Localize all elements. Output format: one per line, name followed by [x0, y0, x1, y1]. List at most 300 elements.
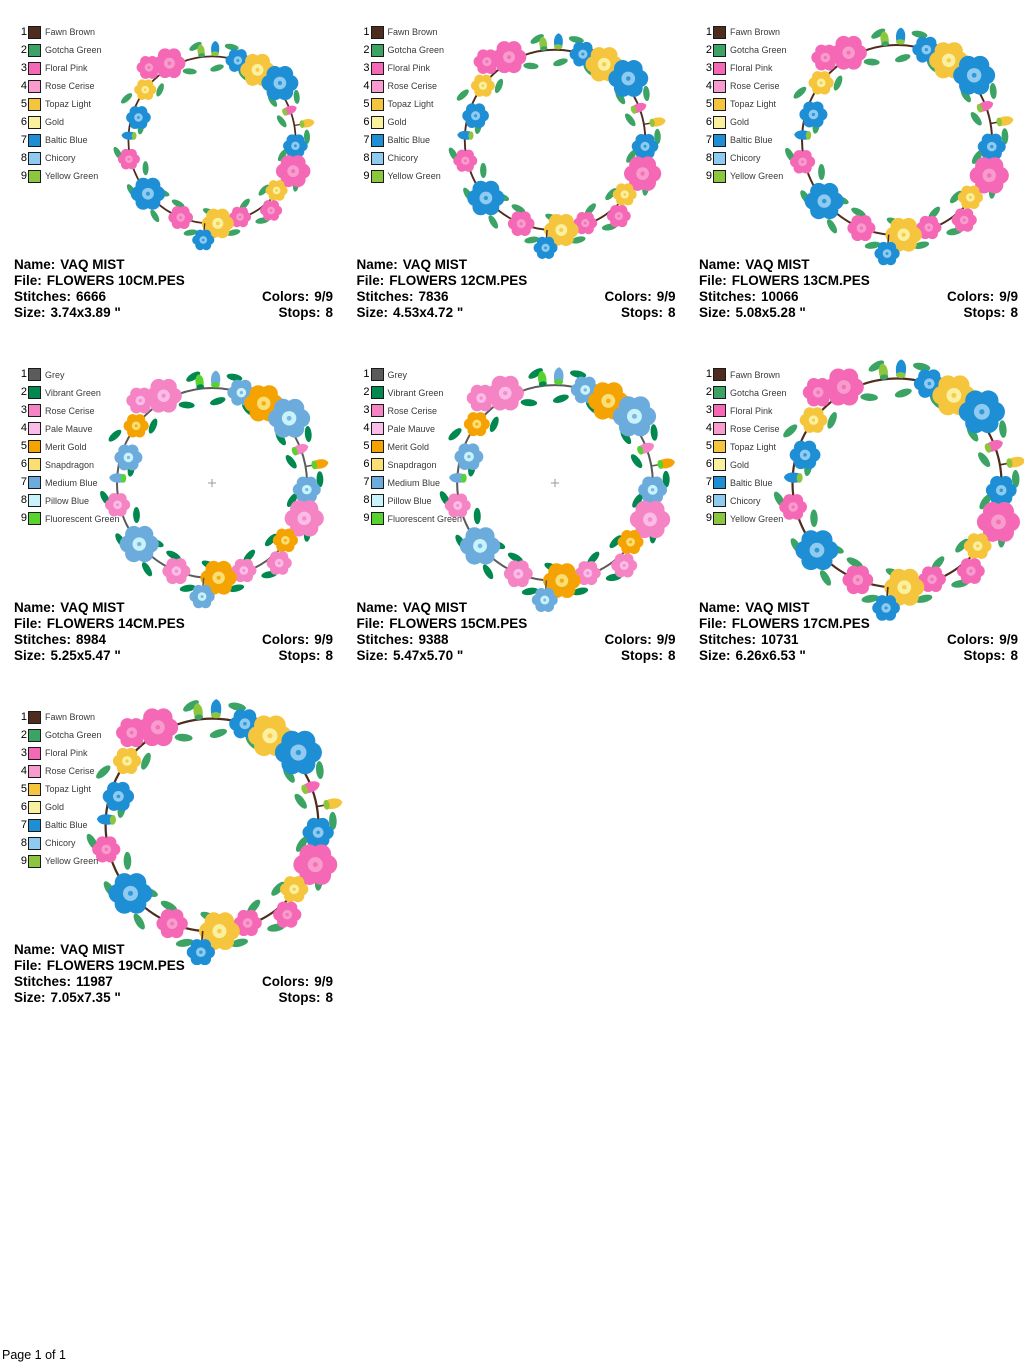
legend-color-swatch — [713, 62, 726, 75]
name-label: Name: — [356, 257, 398, 272]
legend-color-name: Vibrant Green — [45, 387, 101, 398]
legend-number: 7 — [20, 818, 27, 831]
legend-color-name: Fawn Brown — [45, 27, 96, 37]
legend-color-swatch — [371, 134, 384, 147]
stops-group — [278, 648, 333, 664]
legend-number: 2 — [363, 386, 370, 398]
stops-label: Stops: — [963, 305, 1006, 320]
file-label: File: — [14, 273, 42, 288]
legend-number: 6 — [363, 115, 370, 128]
legend-color-swatch — [713, 170, 726, 183]
legend-color-swatch — [371, 170, 384, 183]
stitches-label: Stitches: — [14, 631, 72, 647]
legend-color-name: Gold — [730, 117, 750, 127]
stops-group — [963, 648, 1018, 664]
colors-value: 9/9 — [314, 631, 333, 647]
design-name-value: VAQ MIST — [402, 599, 468, 615]
file-label: File: — [699, 615, 727, 631]
legend-color-swatch — [28, 386, 41, 399]
legend-item — [357, 167, 445, 185]
legend-item — [14, 23, 102, 41]
name-label: Name: — [14, 599, 56, 615]
stitches-colors-line — [14, 632, 333, 648]
legend-color-swatch — [713, 152, 726, 165]
stops-value: 8 — [325, 647, 333, 663]
thread-color-legend — [14, 366, 120, 528]
legend-item — [699, 149, 787, 167]
stitches-label: Stitches: — [14, 289, 72, 304]
design-name-value: VAQ MIST — [745, 599, 810, 615]
legend-item — [14, 798, 102, 816]
stitches-group — [357, 632, 449, 648]
name-label: Name: — [14, 257, 56, 272]
legend-item — [357, 95, 445, 113]
legend-number: 5 — [20, 782, 27, 795]
size-group — [357, 305, 464, 321]
legend-item — [14, 95, 102, 113]
legend-color-swatch — [28, 116, 41, 129]
thread-color-legend — [357, 23, 445, 185]
colors-value: 9/9 — [656, 631, 676, 647]
colors-group — [947, 632, 1018, 648]
legend-item — [357, 456, 463, 474]
legend-item — [357, 149, 445, 167]
legend-color-swatch — [28, 494, 41, 507]
legend-number: 8 — [363, 494, 370, 506]
design-card — [10, 363, 353, 706]
legend-color-swatch — [713, 116, 726, 129]
legend-item — [357, 131, 445, 149]
legend-number: 9 — [20, 512, 27, 524]
legend-color-name: Chicory — [45, 153, 76, 163]
legend-number: 9 — [363, 512, 370, 524]
legend-number: 3 — [20, 746, 27, 759]
colors-label: Colors: — [261, 289, 310, 304]
legend-color-name: Chicory — [730, 495, 761, 506]
legend-color-name: Pale Mauve — [45, 423, 93, 434]
legend-color-name: Fawn Brown — [45, 712, 96, 722]
legend-color-name: Baltic Blue — [45, 820, 88, 830]
legend-color-swatch — [28, 819, 41, 832]
flower-wreath-image — [757, 0, 1024, 280]
legend-item — [699, 366, 787, 384]
legend-color-name: Yellow Green — [45, 856, 99, 866]
design-name-value: VAQ MIST — [745, 257, 810, 272]
legend-color-swatch — [371, 494, 384, 507]
legend-color-name: Floral Pink — [45, 63, 88, 73]
legend-item — [357, 59, 445, 77]
size-value: 7.05x7.35 " — [50, 990, 121, 1005]
name-label: Name: — [14, 942, 56, 957]
legend-color-swatch — [28, 458, 41, 471]
legend-color-name: Fawn Brown — [387, 27, 438, 37]
legend-color-swatch — [371, 80, 384, 93]
legend-color-swatch — [713, 134, 726, 147]
legend-number: 8 — [20, 151, 27, 164]
legend-color-swatch — [713, 80, 726, 93]
size-value: 5.25x5.47 " — [50, 647, 121, 663]
legend-color-name: Snapdragon — [387, 459, 437, 470]
legend-color-swatch — [713, 368, 726, 381]
size-group — [14, 305, 121, 321]
stops-value: 8 — [667, 647, 676, 663]
legend-color-swatch — [28, 98, 41, 111]
legend-item — [14, 366, 120, 384]
legend-number: 3 — [363, 61, 370, 74]
colors-value: 9/9 — [314, 974, 333, 989]
legend-color-swatch — [713, 422, 726, 435]
legend-item — [357, 113, 445, 131]
legend-item — [357, 41, 445, 59]
legend-number: 8 — [20, 494, 27, 506]
design-grid — [10, 20, 1024, 1048]
file-label: File: — [356, 615, 385, 631]
legend-number: 8 — [705, 151, 712, 164]
legend-color-swatch — [713, 440, 726, 453]
legend-number: 2 — [20, 386, 27, 398]
legend-color-name: Pillow Blue — [387, 495, 432, 506]
stitches-colors-line — [357, 632, 676, 648]
legend-number: 3 — [705, 404, 712, 416]
legend-item — [357, 474, 463, 492]
size-group — [14, 990, 121, 1006]
legend-color-swatch — [28, 512, 41, 525]
flower-wreath-image — [415, 0, 695, 280]
legend-number: 3 — [705, 61, 712, 74]
legend-color-name: Baltic Blue — [730, 135, 773, 145]
legend-item — [14, 59, 102, 77]
colors-label: Colors: — [261, 974, 310, 989]
legend-color-name: Floral Pink — [730, 63, 773, 73]
legend-color-swatch — [28, 134, 41, 147]
legend-number: 1 — [363, 368, 370, 380]
legend-color-name: Rose Cerise — [730, 81, 780, 91]
design-file-value: FLOWERS 19CM.PES — [46, 958, 185, 973]
legend-number: 4 — [20, 764, 27, 777]
stitches-value: 10731 — [761, 631, 799, 647]
legend-item — [699, 510, 787, 528]
legend-number: 1 — [20, 710, 27, 723]
stitches-label: Stitches: — [356, 631, 414, 647]
legend-number: 9 — [705, 169, 712, 182]
size-group — [14, 648, 121, 664]
design-file-value: FLOWERS 17CM.PES — [731, 615, 870, 631]
legend-number: 4 — [20, 79, 27, 92]
legend-color-name: Rose Cerise — [387, 405, 438, 416]
legend-color-swatch — [713, 476, 726, 489]
legend-color-name: Topaz Light — [730, 99, 777, 109]
legend-color-name: Gold — [45, 117, 65, 127]
legend-number: 5 — [363, 97, 370, 110]
design-card — [695, 20, 1024, 363]
legend-item — [14, 474, 120, 492]
legend-item — [14, 167, 102, 185]
legend-number: 6 — [705, 115, 712, 128]
legend-color-name: Rose Cerise — [45, 766, 95, 776]
thread-color-legend — [14, 708, 102, 870]
legend-color-swatch — [28, 44, 41, 57]
legend-number: 3 — [20, 404, 27, 416]
legend-number: 6 — [705, 458, 712, 470]
legend-color-swatch — [371, 98, 384, 111]
file-label: File: — [14, 958, 42, 973]
legend-color-name: Gotcha Green — [387, 45, 445, 55]
legend-item — [14, 816, 102, 834]
legend-item — [357, 402, 463, 420]
stitches-value: 11987 — [76, 974, 113, 989]
legend-color-swatch — [28, 152, 41, 165]
legend-color-swatch — [713, 494, 726, 507]
legend-item — [14, 852, 102, 870]
size-label: Size: — [699, 647, 731, 663]
size-group — [699, 648, 806, 664]
legend-item — [357, 420, 463, 438]
legend-item — [14, 834, 102, 852]
legend-color-name: Gotcha Green — [730, 387, 787, 398]
size-value: 3.74x3.89 " — [50, 305, 121, 320]
stops-label: Stops: — [278, 305, 321, 320]
legend-number: 4 — [363, 79, 370, 92]
legend-color-swatch — [28, 80, 41, 93]
stops-group — [621, 648, 676, 664]
stitches-label: Stitches: — [699, 631, 757, 647]
stitches-group — [14, 632, 106, 648]
legend-color-swatch — [371, 404, 384, 417]
colors-label: Colors: — [604, 631, 652, 647]
stops-label: Stops: — [278, 990, 321, 1005]
design-name-value: VAQ MIST — [60, 599, 125, 615]
stitches-label: Stitches: — [699, 289, 757, 304]
legend-color-name: Topaz Light — [45, 784, 92, 794]
name-label: Name: — [356, 599, 398, 615]
design-file-value: FLOWERS 13CM.PES — [731, 273, 870, 288]
legend-number: 2 — [20, 43, 27, 56]
legend-item — [14, 113, 102, 131]
legend-color-name: Pillow Blue — [45, 495, 90, 506]
legend-color-swatch — [28, 729, 41, 742]
legend-item — [14, 780, 102, 798]
stitches-group — [699, 289, 799, 305]
legend-color-swatch — [28, 404, 41, 417]
page-indicator: Page 1 of 1 — [2, 1348, 66, 1362]
design-file-value: FLOWERS 10CM.PES — [46, 273, 185, 288]
stitches-value: 10066 — [761, 289, 799, 304]
legend-number: 9 — [20, 169, 27, 182]
legend-item — [357, 23, 445, 41]
design-name-value: VAQ MIST — [60, 257, 125, 272]
legend-number: 7 — [20, 133, 27, 146]
stops-value: 8 — [1010, 305, 1018, 320]
legend-color-name: Rose Cerise — [45, 405, 95, 416]
legend-number: 3 — [363, 404, 370, 416]
size-label: Size: — [14, 990, 46, 1005]
legend-item — [699, 113, 787, 131]
legend-item — [699, 131, 787, 149]
legend-color-swatch — [28, 62, 41, 75]
legend-color-name: Baltic Blue — [45, 135, 88, 145]
thread-color-legend — [14, 23, 102, 185]
thread-color-legend — [357, 366, 463, 528]
design-card — [10, 20, 353, 363]
legend-number: 2 — [20, 728, 27, 741]
legend-color-name: Baltic Blue — [730, 477, 773, 488]
legend-color-name: Medium Blue — [387, 477, 441, 488]
thread-color-legend — [699, 23, 787, 185]
legend-color-swatch — [28, 783, 41, 796]
legend-color-name: Rose Cerise — [730, 423, 780, 434]
legend-color-name: Floral Pink — [45, 748, 88, 758]
legend-color-name: Topaz Light — [45, 99, 92, 109]
legend-color-swatch — [28, 747, 41, 760]
flower-wreath-image — [72, 685, 352, 965]
legend-item — [699, 402, 787, 420]
stitches-value: 9388 — [418, 631, 449, 647]
legend-item — [699, 456, 787, 474]
size-stops-line — [357, 648, 676, 664]
stitches-colors-line — [14, 974, 333, 990]
legend-item — [699, 384, 787, 402]
legend-color-name: Rose Cerise — [387, 81, 438, 91]
legend-item — [699, 420, 787, 438]
legend-color-swatch — [713, 26, 726, 39]
legend-color-swatch — [28, 26, 41, 39]
stops-group — [621, 305, 676, 321]
legend-color-name: Chicory — [730, 153, 761, 163]
size-stops-line — [699, 648, 1018, 664]
legend-item — [14, 456, 120, 474]
legend-item — [357, 77, 445, 95]
legend-color-name: Pale Mauve — [387, 423, 436, 434]
legend-color-name: Floral Pink — [730, 405, 773, 416]
legend-color-name: Yellow Green — [730, 171, 784, 181]
stops-value: 8 — [325, 990, 333, 1005]
name-label: Name: — [699, 599, 741, 615]
legend-number: 1 — [20, 25, 27, 38]
legend-number: 8 — [363, 151, 370, 164]
legend-item — [699, 23, 787, 41]
legend-number: 1 — [705, 368, 712, 380]
size-stops-line — [357, 305, 676, 321]
legend-color-swatch — [713, 512, 726, 525]
legend-color-swatch — [713, 386, 726, 399]
stitches-colors-line — [14, 289, 333, 305]
colors-value: 9/9 — [314, 289, 333, 304]
colors-group — [262, 974, 333, 990]
colors-group — [604, 632, 675, 648]
file-label: File: — [356, 273, 385, 288]
legend-color-name: Gotcha Green — [45, 730, 102, 740]
legend-number: 7 — [705, 133, 712, 146]
legend-color-swatch — [371, 386, 384, 399]
design-file-value: FLOWERS 15CM.PES — [389, 615, 528, 631]
legend-number: 7 — [363, 133, 370, 146]
legend-color-name: Gold — [387, 117, 407, 127]
legend-color-swatch — [371, 116, 384, 129]
legend-color-name: Gotcha Green — [730, 45, 787, 55]
size-value: 6.26x6.53 " — [735, 647, 806, 663]
flower-wreath-image — [72, 0, 352, 280]
legend-number: 1 — [20, 368, 27, 380]
legend-number: 2 — [363, 43, 370, 56]
design-card — [353, 363, 696, 706]
legend-color-name: Gotcha Green — [45, 45, 102, 55]
legend-number: 2 — [705, 386, 712, 398]
size-label: Size: — [14, 647, 46, 663]
colors-label: Colors: — [946, 631, 995, 647]
legend-item — [699, 59, 787, 77]
stitches-value: 7836 — [418, 289, 449, 304]
legend-item — [14, 402, 120, 420]
legend-color-swatch — [371, 152, 384, 165]
legend-number: 5 — [705, 97, 712, 110]
stitches-colors-line — [357, 289, 676, 305]
stops-label: Stops: — [620, 647, 663, 663]
legend-number: 4 — [705, 422, 712, 434]
legend-number: 9 — [20, 854, 27, 867]
legend-color-name: Vibrant Green — [387, 387, 444, 398]
legend-item — [14, 510, 120, 528]
stitches-label: Stitches: — [14, 974, 72, 989]
legend-item — [699, 167, 787, 185]
colors-group — [604, 289, 675, 305]
legend-item — [357, 510, 463, 528]
legend-item — [14, 41, 102, 59]
legend-color-swatch — [28, 368, 41, 381]
stitches-colors-line — [699, 289, 1018, 305]
legend-number: 6 — [20, 115, 27, 128]
legend-color-name: Yellow Green — [45, 171, 99, 181]
file-label: File: — [699, 273, 727, 288]
flower-wreath-image — [757, 343, 1024, 623]
legend-color-name: Topaz Light — [730, 441, 777, 452]
legend-item — [357, 384, 463, 402]
legend-number: 5 — [20, 440, 27, 452]
legend-color-name: Fluorescent Green — [387, 513, 463, 524]
stops-group — [278, 305, 333, 321]
legend-number: 6 — [20, 800, 27, 813]
stops-label: Stops: — [963, 647, 1006, 663]
design-file-value: FLOWERS 12CM.PES — [389, 273, 528, 288]
legend-color-name: Gold — [730, 459, 750, 470]
size-stops-line — [699, 305, 1018, 321]
legend-color-swatch — [371, 368, 384, 381]
legend-color-swatch — [371, 440, 384, 453]
legend-item — [14, 762, 102, 780]
legend-number: 4 — [705, 79, 712, 92]
legend-item — [14, 708, 102, 726]
legend-item — [14, 131, 102, 149]
legend-color-name: Chicory — [45, 838, 76, 848]
stops-value: 8 — [667, 305, 676, 320]
colors-label: Colors: — [261, 631, 310, 647]
legend-color-name: Grey — [45, 369, 65, 380]
legend-color-name: Yellow Green — [730, 513, 784, 524]
size-label: Size: — [699, 305, 731, 320]
legend-number: 4 — [363, 422, 370, 434]
stitches-value: 8984 — [76, 631, 107, 647]
stops-label: Stops: — [278, 647, 321, 663]
colors-group — [947, 289, 1018, 305]
size-group — [357, 648, 464, 664]
size-stops-line — [14, 305, 333, 321]
legend-item — [699, 77, 787, 95]
legend-color-swatch — [371, 476, 384, 489]
legend-color-name: Fluorescent Green — [45, 513, 120, 524]
legend-color-name: Topaz Light — [387, 99, 434, 109]
stitches-colors-line — [699, 632, 1018, 648]
legend-color-swatch — [28, 837, 41, 850]
legend-item — [699, 438, 787, 456]
